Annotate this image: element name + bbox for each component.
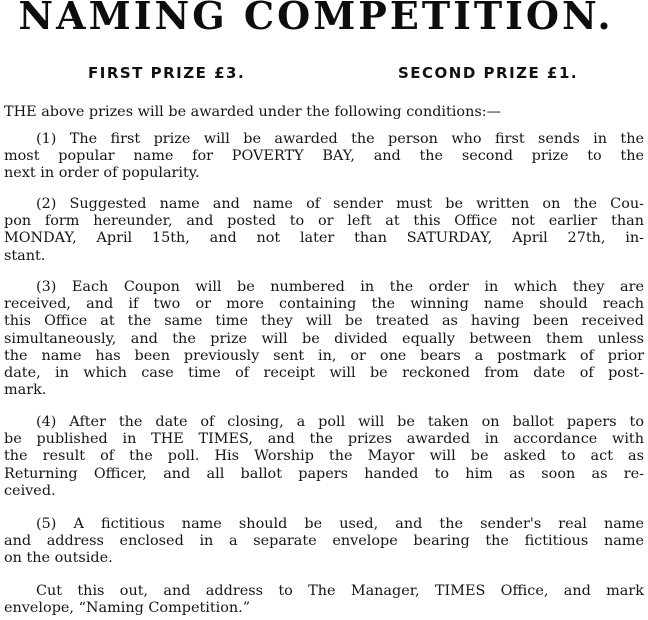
paragraph-line: most popular name for POVERTY BAY, and the second prize to the	[4, 148, 644, 165]
paragraph-line: date, in which case time of receipt will be reckoned from date of post-	[4, 364, 644, 381]
paragraph-line: THE above prizes will be awarded under the following conditions:—	[4, 104, 501, 120]
condition-3-paragraph	[4, 279, 644, 399]
headline: NAMING COMPETITION.	[18, 0, 614, 38]
condition-5-paragraph	[4, 516, 644, 568]
first-prize-label: FIRST PRIZE £3.	[88, 64, 246, 82]
second-prize-label: SECOND PRIZE £1.	[398, 64, 579, 82]
paragraph-line: the result of the poll. His Worship the Mayor will be asked to act as	[4, 448, 644, 465]
paragraph-line: next in order of popularity.	[4, 165, 200, 182]
paragraph-line: and address enclosed in a separate envelope bearing the fictitious name	[4, 533, 644, 550]
paragraph-line: (3) Each Coupon will be numbered in the order in which they are	[36, 279, 644, 295]
paragraph-line: (2) Suggested name and name of sender must be written on the Cou-	[36, 196, 644, 212]
closing-instruction	[4, 583, 644, 617]
paragraph-line: (5) A fictitious name should be used, and the sender's real name	[36, 516, 644, 532]
paragraph-line: Returning Officer, and all ballot papers handed to him as soon as re-	[4, 465, 644, 482]
paragraph-line: this Office at the same time they will be treated as having been received	[4, 313, 644, 330]
paragraph-line: received, and if two or more containing the winning name should reach	[4, 296, 644, 313]
condition-4-paragraph	[4, 414, 644, 500]
paragraph-line: (1) The first prize will be awarded the person who first sends in the	[36, 131, 644, 147]
paragraph-line: be published in THE TIMES, and the prizes awarded in accordance with	[4, 431, 644, 448]
paragraph-line: pon form hereunder, and posted to or left at this Office not earlier than	[4, 213, 644, 230]
paragraph-line: mark.	[4, 382, 47, 399]
paragraph-line: ceived.	[4, 482, 56, 499]
condition-1-paragraph	[4, 131, 644, 183]
paragraph-line: on the outside.	[4, 550, 113, 567]
paragraph-line: the name has been previously sent in, or one bears a postmark of prior	[4, 347, 644, 364]
paragraph-line: Cut this out, and address to The Manager, TIMES Office, and mark	[36, 583, 644, 599]
paragraph-line: envelope, “Naming Competition.”	[4, 600, 251, 617]
intro-paragraph	[4, 104, 644, 121]
paragraph-line: simultaneously, and the prize will be divided equally between them unless	[4, 330, 644, 347]
condition-2-paragraph	[4, 196, 644, 265]
paragraph-line: MONDAY, April 15th, and not later than SATURDAY, April 27th, in-	[4, 230, 644, 247]
paragraph-line: (4) After the date of closing, a poll will be taken on ballot papers to	[36, 414, 644, 430]
paragraph-line: stant.	[4, 247, 46, 264]
